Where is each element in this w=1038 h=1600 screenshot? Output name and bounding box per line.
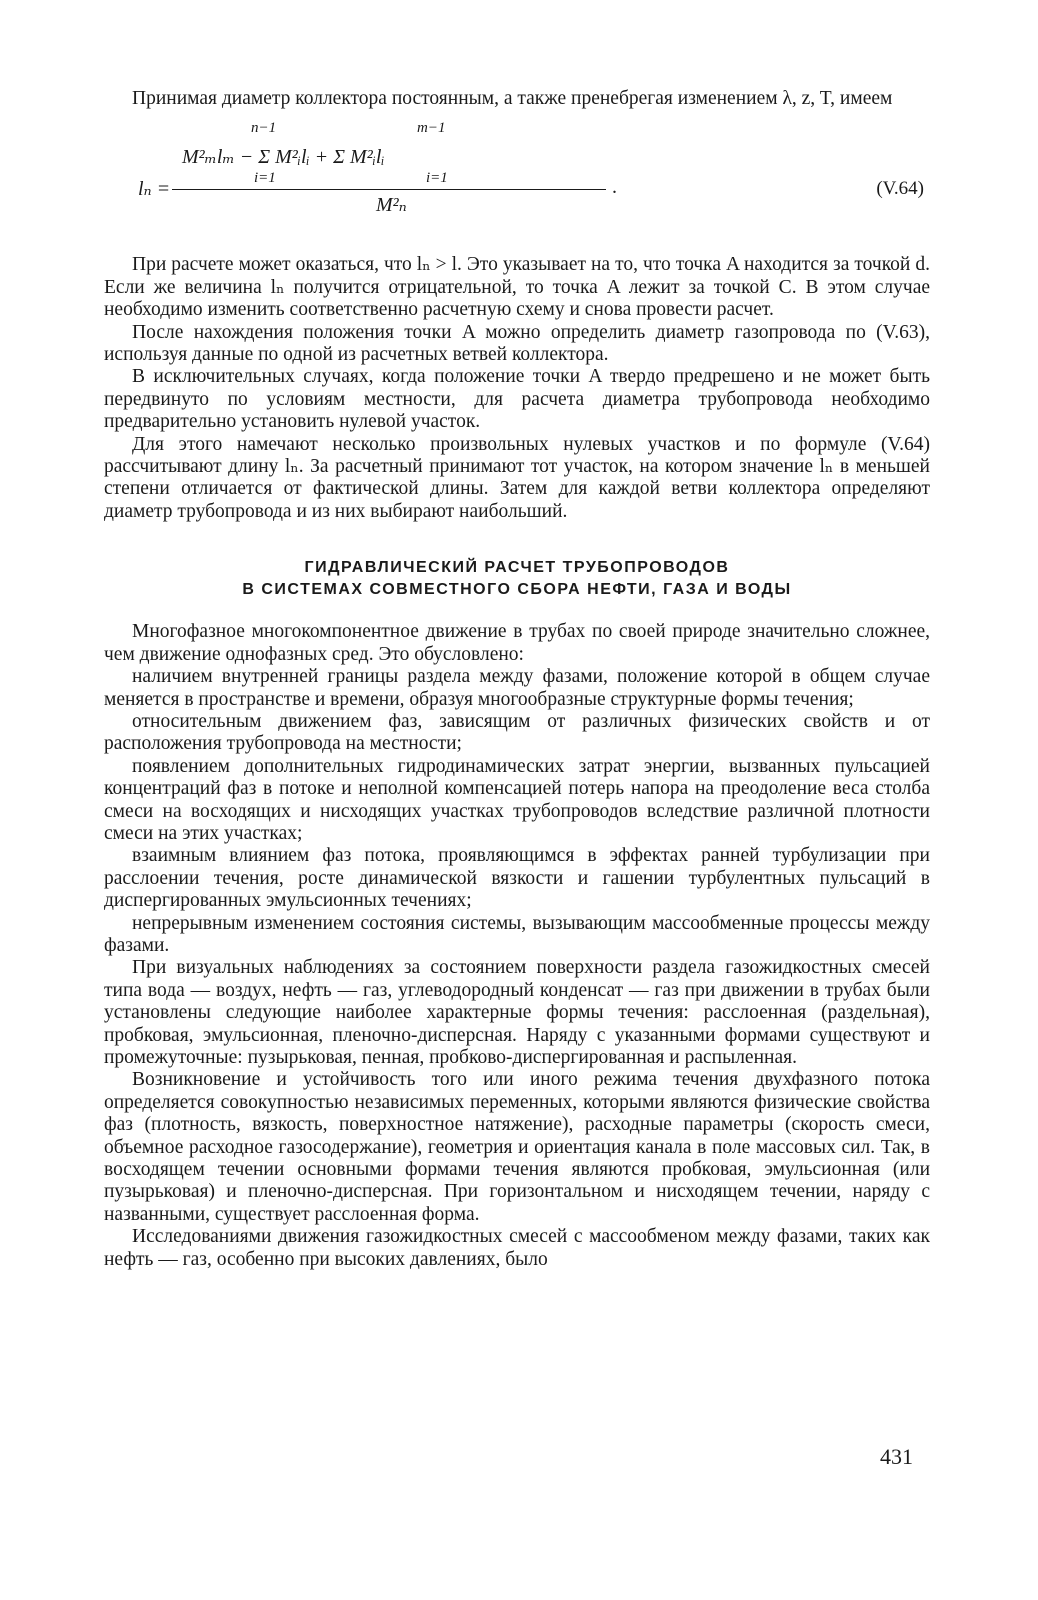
formula-dot: .: [612, 176, 617, 199]
section-heading: [104, 557, 930, 601]
formula-numerator: M²ₘlₘ − Σ M²ᵢlᵢ + Σ M²ᵢlᵢ: [182, 146, 385, 169]
paragraph: Возникновение и устойчивость того или иного режима течения двухфазного потока определяется совокупностью независимых переменных, которыми являются физические свойства фаз (плотность, вязкость, поверхностное натяжение), расходные параметры (скорость смеси, объемное расходное газосодержание), геометрия и ориентация канала в поле массовых сил. Так, в восходящем течении основными формами течения являются пробковая, эмульсионная (или пузырьковая) и пленочно-дисперсная. При горизонтальном и нисходящем течении, наряду с названными, существует расслоенная форма.: [104, 1069, 930, 1225]
section-heading-line-1: ГИДРАВЛИЧЕСКИЙ РАСЧЕТ ТРУБОПРОВОДОВ: [304, 559, 730, 577]
paragraph: При расчете может оказаться, что lₙ > l. Это указывает на то, что точка A находится за точкой d. Если же величина lₙ получится отрицательной, то точка A лежит за точкой C. В этом случае необходимо изменить соответственно расчетную схему и снова провести расчет.: [104, 254, 930, 321]
list-item: относительным движением фаз, зависящим от различных физических свойств и от расположения трубопровода на местности;: [104, 710, 930, 755]
intro-paragraph: Принимая диаметр коллектора постоянным, а также пренебрегая изменением λ, z, T, имеем: [132, 88, 893, 109]
section-heading-line-2: В СИСТЕМАХ СОВМЕСТНОГО СБОРА НЕФТИ, ГАЗА И ВОДЫ: [242, 581, 792, 599]
page-number: 431: [880, 1444, 913, 1469]
page-body: [104, 88, 930, 1271]
fraction-bar: [172, 189, 606, 190]
formula-lhs: lₙ =: [138, 178, 171, 201]
paragraph: Для этого намечают несколько произвольных нулевых участков и по формуле (V.64) рассчитывают длину lₙ. За расчетный принимают тот участок, на котором значение lₙ в меньшей степени отличается от фактической длины. Затем для каждой ветви коллектора определяют диаметр трубопровода и из них выбирают наибольший.: [104, 433, 930, 522]
paragraph: При визуальных наблюдениях за состоянием поверхности раздела газожидкостных смесей типа вода — воздух, нефть — газ, углеводородный конденсат — газ при движении в трубах были установлены следующие наиболее характерные формы течения: расслоенная (раздельная), пробковая, эмульсионная, пленочно-дисперсная. Наряду с указанными формами существуют и промежуточные: пузырьковая, пенная, пробково-диспергированная и распыленная.: [104, 957, 930, 1068]
sum-lower-limit-2: i=1: [426, 170, 448, 187]
sum-lower-limit-1: i=1: [254, 170, 276, 187]
paragraph: После нахождения положения точки A можно определить диаметр газопровода по (V.63), используя данные по одной из расчетных ветвей коллектора.: [104, 321, 930, 366]
bottom-section: [104, 621, 930, 1271]
list-item: появлением дополнительных гидродинамических затрат энергии, вызванных пульсацией концентраций фаз в потоке и неполной компенсацией потерь напора на преодоление веса столба смеси на восходящих и нисходящих участках трубопроводов вследствие различной плотности смеси на этих участках;: [104, 755, 930, 844]
top-section: [104, 254, 930, 523]
equation-number: (V.64): [876, 178, 924, 200]
paragraph: Многофазное многокомпонентное движение в трубах по своей природе значительно сложнее, чем движение однофазных сред. Это обусловлено:: [104, 621, 930, 665]
list-item: непрерывным изменением состояния системы, вызывающим массообменные процессы между фазами.: [104, 912, 930, 956]
paragraph: В исключительных случаях, когда положение точки A твердо предрешено и не может быть передвинуто по условиям местности, для расчета диаметра трубопровода необходимо предварительно установить нулевой участок.: [104, 366, 930, 433]
formula-denominator: M²ₙ: [376, 194, 407, 217]
list-item: взаимным влиянием фаз потока, проявляющимся в эффектах ранней турбулизации при расслоении течения, росте динамической вязкости и гашении турбулентных пульсаций в диспергированных эмульсионных течениях;: [104, 845, 930, 912]
paragraph: Исследованиями движения газожидкостных смесей с массообменом между фазами, таких как нефть — газ, особенно при высоких давлениях, было: [104, 1226, 930, 1270]
sum-upper-limit-2: m−1: [417, 120, 446, 137]
list-item: наличием внутренней границы раздела между фазами, положение которой в общем случае меняется в пространстве и времени, образуя многообразные структурные формы течения;: [104, 666, 930, 710]
formula-v64: [104, 120, 930, 240]
sum-upper-limit-1: n−1: [251, 120, 277, 137]
